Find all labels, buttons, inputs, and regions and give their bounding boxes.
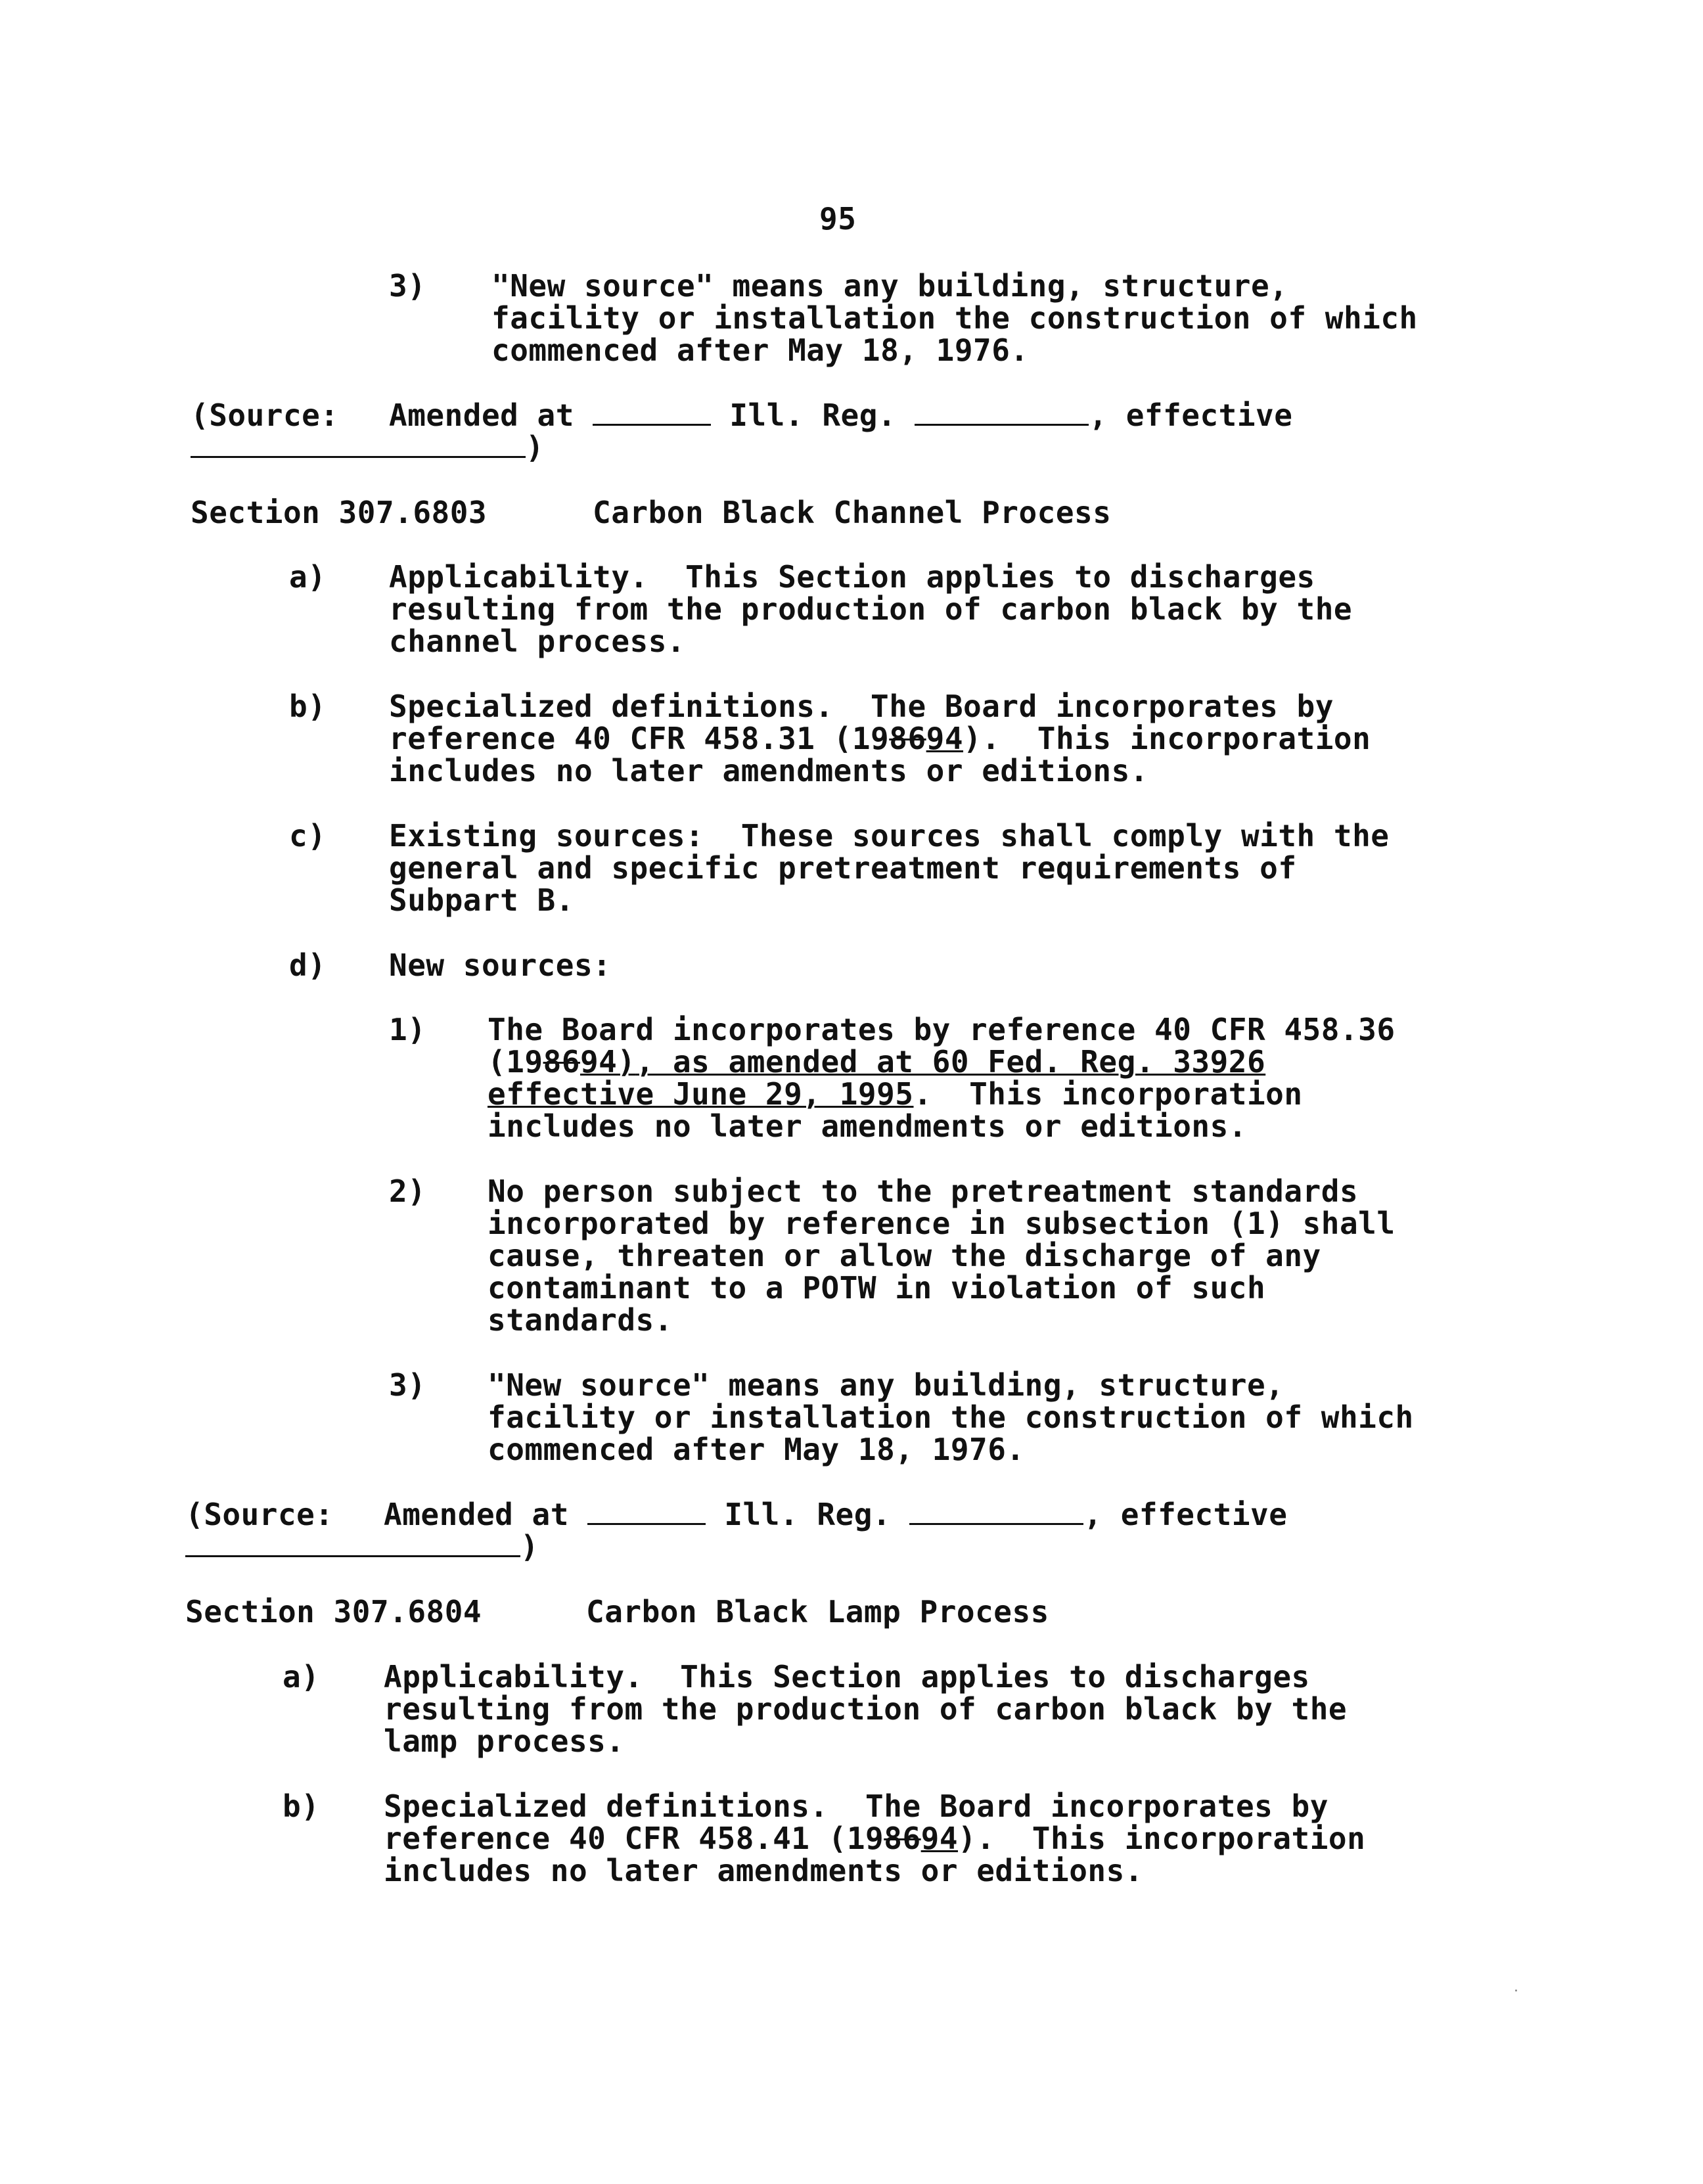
item-text-line: contaminant to a POTW in violation of such bbox=[488, 1270, 1266, 1306]
item-text-line: Applicability. This Section applies to discharges bbox=[389, 559, 1315, 595]
section-title: Carbon Black Channel Process bbox=[593, 495, 1112, 530]
item-marker: a) bbox=[289, 559, 327, 595]
source-note bbox=[185, 1498, 334, 1531]
deleted-text: 86 bbox=[889, 721, 926, 756]
inserted-text: 94 bbox=[926, 721, 964, 756]
source-amended: Amended at Ill. Reg. , effective bbox=[384, 1497, 1288, 1532]
section-number: Section 307.6803 bbox=[191, 495, 488, 530]
item-text-line: No person subject to the pretreatment standards bbox=[488, 1173, 1359, 1209]
blank-line bbox=[587, 1520, 706, 1525]
item-text-line: (198694), as amended at 60 Fed. Reg. 33926 bbox=[488, 1044, 1266, 1080]
item-text-line: "New source" means any building, structure, bbox=[488, 1367, 1284, 1403]
source-effective-date: ) bbox=[185, 1530, 539, 1563]
inserted-text: effective June 29, 1995 bbox=[488, 1076, 914, 1112]
inserted-text: 94) bbox=[579, 1044, 636, 1080]
blank-line bbox=[191, 453, 526, 458]
source-amended: Amended at Ill. Reg. , effective bbox=[389, 398, 1293, 433]
subitem-marker: 3) bbox=[389, 1367, 426, 1403]
item-text-line: The Board incorporates by reference 40 CFR 458.36 bbox=[488, 1012, 1396, 1047]
subitem-marker: 2) bbox=[389, 1173, 426, 1209]
item-text-line: general and specific pretreatment requirements of bbox=[389, 850, 1297, 886]
blank-line bbox=[185, 1553, 520, 1557]
item-text-line: Subpart B. bbox=[389, 882, 574, 918]
source-open: (Source: bbox=[191, 398, 339, 433]
source-note bbox=[191, 399, 339, 432]
item-text-line: New sources: bbox=[389, 947, 612, 983]
deleted-text: 86 bbox=[543, 1044, 580, 1080]
deleted-text: 86 bbox=[884, 1821, 921, 1856]
item-text-line: channel process. bbox=[389, 624, 686, 659]
item-text-line: includes no later amendments or editions. bbox=[488, 1108, 1247, 1144]
item-text-line: Applicability. This Section applies to discharges bbox=[384, 1659, 1310, 1695]
subitem-marker: 1) bbox=[389, 1012, 426, 1047]
blank-line bbox=[915, 421, 1089, 426]
item-text-line: cause, threaten or allow the discharge of any bbox=[488, 1238, 1321, 1273]
item-text-line: commenced after May 18, 1976. bbox=[488, 1432, 1025, 1467]
source-open: (Source: bbox=[185, 1497, 334, 1532]
section-title: Carbon Black Lamp Process bbox=[586, 1594, 1049, 1629]
item-text-line: "New source" means any building, structure, bbox=[491, 268, 1288, 304]
item-text-line: lamp process. bbox=[384, 1723, 625, 1759]
item-text-line: standards. bbox=[488, 1302, 673, 1338]
item-text-line: reference 40 CFR 458.31 (198694). This incorporation bbox=[389, 721, 1371, 756]
item-text-line: includes no later amendments or editions. bbox=[389, 753, 1148, 788]
item-text-line: reference 40 CFR 458.41 (198694). This incorporation bbox=[384, 1821, 1366, 1856]
item-marker: b) bbox=[283, 1788, 320, 1824]
item-text-line: facility or installation the construction of which bbox=[488, 1399, 1414, 1435]
item-text-line: facility or installation the construction of which bbox=[491, 300, 1418, 336]
blank-line bbox=[593, 421, 711, 426]
item-text-line: resulting from the production of carbon black by the bbox=[389, 591, 1353, 627]
page-number: 95 bbox=[819, 201, 857, 237]
item-text-line: includes no later amendments or editions. bbox=[384, 1853, 1143, 1888]
item-marker: b) bbox=[289, 689, 327, 724]
item-text-line: Specialized definitions. The Board incorporates by bbox=[389, 689, 1334, 724]
item-text-line: Specialized definitions. The Board incorporates by bbox=[384, 1788, 1328, 1824]
scan-speck bbox=[1515, 1990, 1517, 1991]
source-effective-date: ) bbox=[191, 431, 544, 464]
item-text-line: incorporated by reference in subsection (1) shall bbox=[488, 1206, 1396, 1241]
item-text-line: commenced after May 18, 1976. bbox=[491, 332, 1029, 368]
item-marker: d) bbox=[289, 947, 327, 983]
item-text-line: resulting from the production of carbon black by the bbox=[384, 1691, 1348, 1727]
blank-line bbox=[909, 1520, 1083, 1525]
item-text-line: Existing sources: These sources shall comply with the bbox=[389, 818, 1390, 853]
section-number: Section 307.6804 bbox=[185, 1594, 482, 1629]
item-text-line: effective June 29, 1995. This incorporation bbox=[488, 1076, 1303, 1112]
inserted-text: , as amended at 60 Fed. Reg. 33926 bbox=[635, 1044, 1266, 1080]
item-marker: 3) bbox=[389, 268, 426, 304]
inserted-text: 94 bbox=[920, 1821, 959, 1856]
item-marker: c) bbox=[289, 818, 327, 853]
item-marker: a) bbox=[283, 1659, 320, 1695]
